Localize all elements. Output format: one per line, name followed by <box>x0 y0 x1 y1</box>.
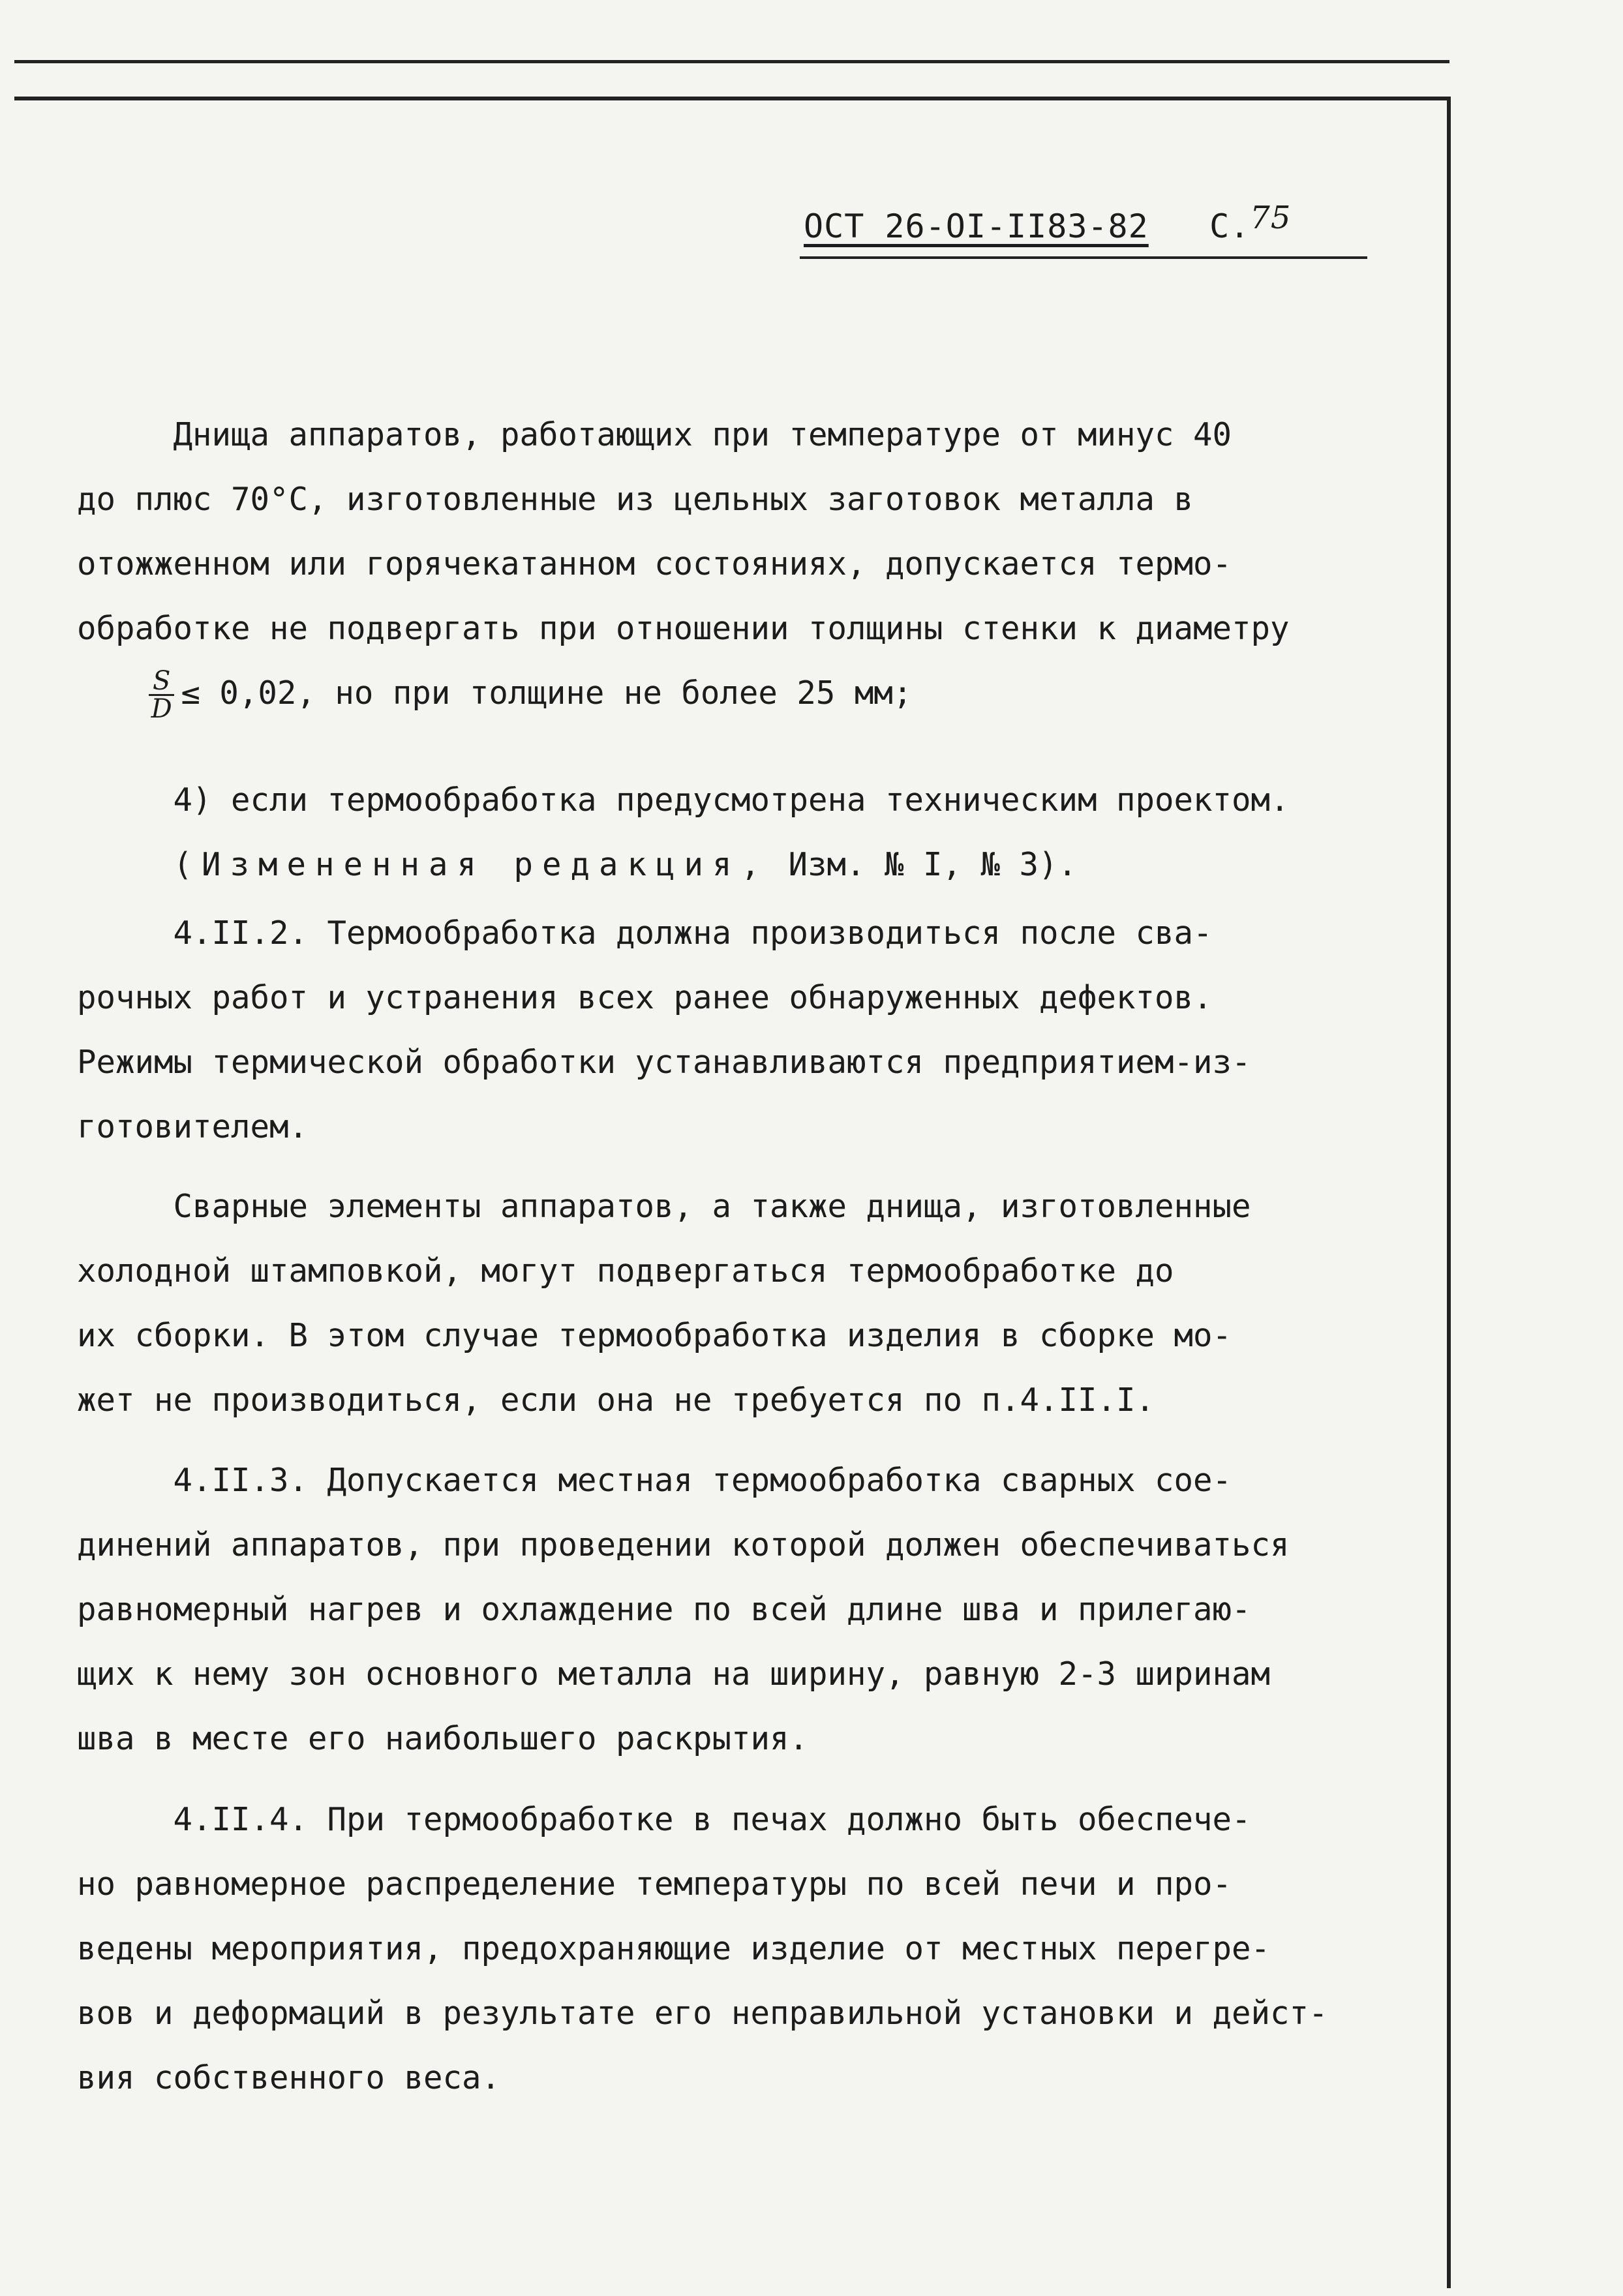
fraction-rest: ≤ 0,02, но при толщине не более 25 мм; <box>181 674 913 712</box>
text-line: до плюс 70°С, изготовленные из цельных заготовок металла в <box>77 481 1194 518</box>
frame-right-rule <box>1447 97 1451 2288</box>
text-line: вия собственного веса. <box>77 2059 501 2096</box>
text-line: Днища аппаратов, работающих при температуре от минус 40 <box>77 416 1232 453</box>
page-prefix: С. <box>1209 207 1251 245</box>
text-line: но равномерное распределение температуры по всей печи и про- <box>77 1865 1232 1903</box>
amendment-label: (Измененная редакция, <box>173 846 770 883</box>
text-line: вов и деформаций в результате его неправильной установки и дейст- <box>77 1995 1328 2032</box>
paragraph-4-11-3 <box>77 1448 1382 1771</box>
text-line: 4.II.4. При термообработке в печах должно быть обеспече- <box>77 1801 1251 1838</box>
text-line: жет не производиться, если она не требуется по п.4.II.I. <box>77 1382 1155 1419</box>
text-line: щих к нему зон основного металла на ширину, равную 2-3 ширинам <box>77 1655 1271 1693</box>
fraction-denominator: D <box>151 694 172 724</box>
text-line: их сборки. В этом случае термообработка изделия в сборке мо- <box>77 1317 1232 1354</box>
text-line: 4.II.2. Термообработка должна производиться после сва- <box>77 914 1213 952</box>
amendment-ref: Изм. № I, № 3). <box>788 846 1078 883</box>
frame-top-rule <box>14 60 1449 63</box>
text-line: 4.II.3. Допускается местная термообработка сварных сое- <box>77 1462 1232 1499</box>
paragraph-heads <box>77 402 1382 725</box>
text-line: Режимы термической обработки устанавливаются предприятием-из- <box>77 1044 1251 1081</box>
paragraph-4-11-4 <box>77 1787 1382 2110</box>
page-number: 75 <box>1250 200 1292 236</box>
text-line: 4) если термообработка предусмотрена техническим проектом. <box>77 781 1290 819</box>
document-header <box>804 200 1358 245</box>
paragraph-4-11-2 <box>77 901 1382 1159</box>
standard-code: ОСТ 26-ОI-II83-82 <box>804 207 1149 245</box>
text-line: равномерный нагрев и охлаждение по всей длине шва и прилегаю- <box>77 1591 1251 1628</box>
text-line: готовителем. <box>77 1108 309 1145</box>
text-line: обработке не подвергать при отношении толщины стенки к диаметру <box>77 610 1290 647</box>
text-line: шва в месте его наибольшего раскрытия. <box>77 1720 809 1757</box>
text-line: Сварные элементы аппаратов, а также днища, изготовленные <box>77 1188 1251 1225</box>
fraction-s-over-d <box>149 668 174 722</box>
frame-top-rule-inner <box>14 97 1449 100</box>
amendment-note <box>77 832 1382 897</box>
paragraph-item-4 <box>77 768 1382 832</box>
fraction-numerator: S <box>149 668 174 696</box>
paragraph-welded-elements <box>77 1174 1382 1432</box>
text-line: динений аппаратов, при проведении которой должен обеспечиваться <box>77 1526 1290 1563</box>
text-line: холодной штамповкой, могут подвергаться термообработке до <box>77 1252 1174 1290</box>
text-line: рочных работ и устранения всех ранее обнаруженных дефектов. <box>77 979 1213 1016</box>
text-line: отожженном или горячекатанном состояниях, допускается термо- <box>77 545 1232 582</box>
fraction-line <box>77 661 1382 725</box>
header-underline <box>800 256 1367 259</box>
text-line: ведены мероприятия, предохраняющие изделие от местных перегре- <box>77 1930 1271 1967</box>
